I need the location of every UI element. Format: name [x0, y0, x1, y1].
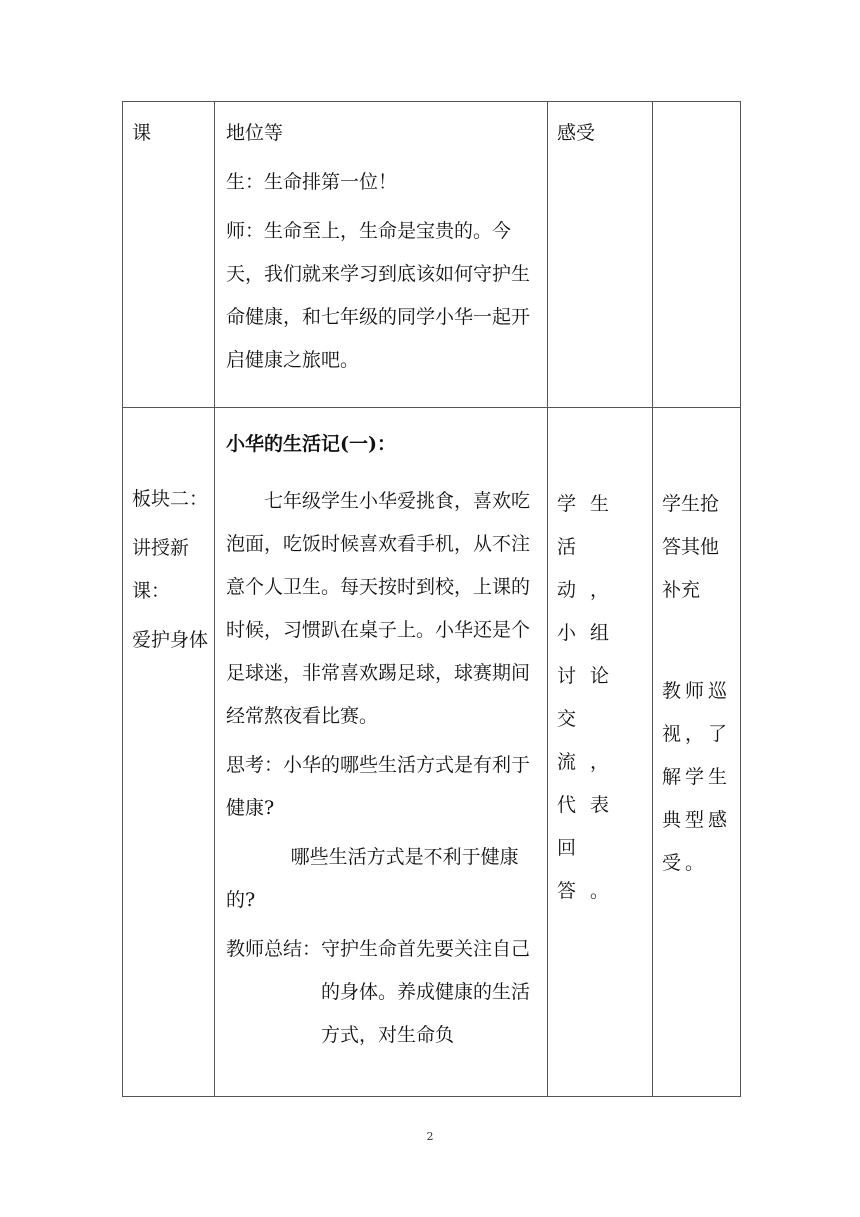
table-row	[123, 408, 741, 1097]
design-intent-cell	[653, 102, 741, 408]
story-paragraph: 七年级学生小华爱挑食，喜欢吃泡面，吃饭时候喜欢看手机，从不注意个人卫生。每天按时到校，上课的时候，习惯趴在桌子上。小华还是个足球迷，非常喜欢踢足球，球赛期间经常熬夜看比赛。	[226, 490, 531, 727]
summary-label: 教师总结：	[226, 938, 322, 960]
student-activity-cell	[548, 102, 653, 408]
stage-cell	[123, 102, 215, 408]
table-row	[123, 102, 741, 408]
lesson-plan-table	[122, 101, 741, 1097]
intent-text: 学生抢答其他补充	[662, 493, 720, 601]
design-intent-cell	[653, 408, 741, 1097]
stage-text: 课	[132, 122, 152, 144]
question-paragraph: 思考：小华的哪些生活方式是有利于健康?	[226, 754, 531, 819]
stage-title: 讲授新课：	[132, 537, 190, 602]
teacher-summary	[226, 928, 543, 1057]
content-paragraph: 生：生命排第一位！	[226, 171, 398, 193]
intent-text: 教师巡视，了解学生典型感受。	[662, 680, 732, 874]
teaching-content-cell	[215, 408, 548, 1097]
content-paragraph: 地位等	[226, 122, 284, 144]
story-heading: 小华的生活记(一)：	[226, 433, 396, 455]
student-activity-cell	[548, 408, 653, 1097]
activity-text: 感受	[557, 122, 596, 144]
activity-text: 学生活动，小组讨论交流，代表回答。	[557, 493, 624, 902]
stage-label: 板块二：	[132, 488, 209, 510]
teaching-content-cell	[215, 102, 548, 408]
page-number: 2	[426, 1130, 434, 1143]
stage-cell	[123, 408, 215, 1097]
summary-text: 守护生命首先要关注自己的身体。养成健康的生活方式，对生命负	[321, 938, 531, 1046]
content-paragraph: 师：生命至上，生命是宝贵的。今天，我们就来学习到底该如何守护生命健康，和七年级的同学小华一起开启健康之旅吧。	[226, 220, 531, 371]
stage-topic: 爱护身体	[132, 629, 209, 651]
question-paragraph: 哪些生活方式是不利于健康的?	[226, 846, 519, 911]
